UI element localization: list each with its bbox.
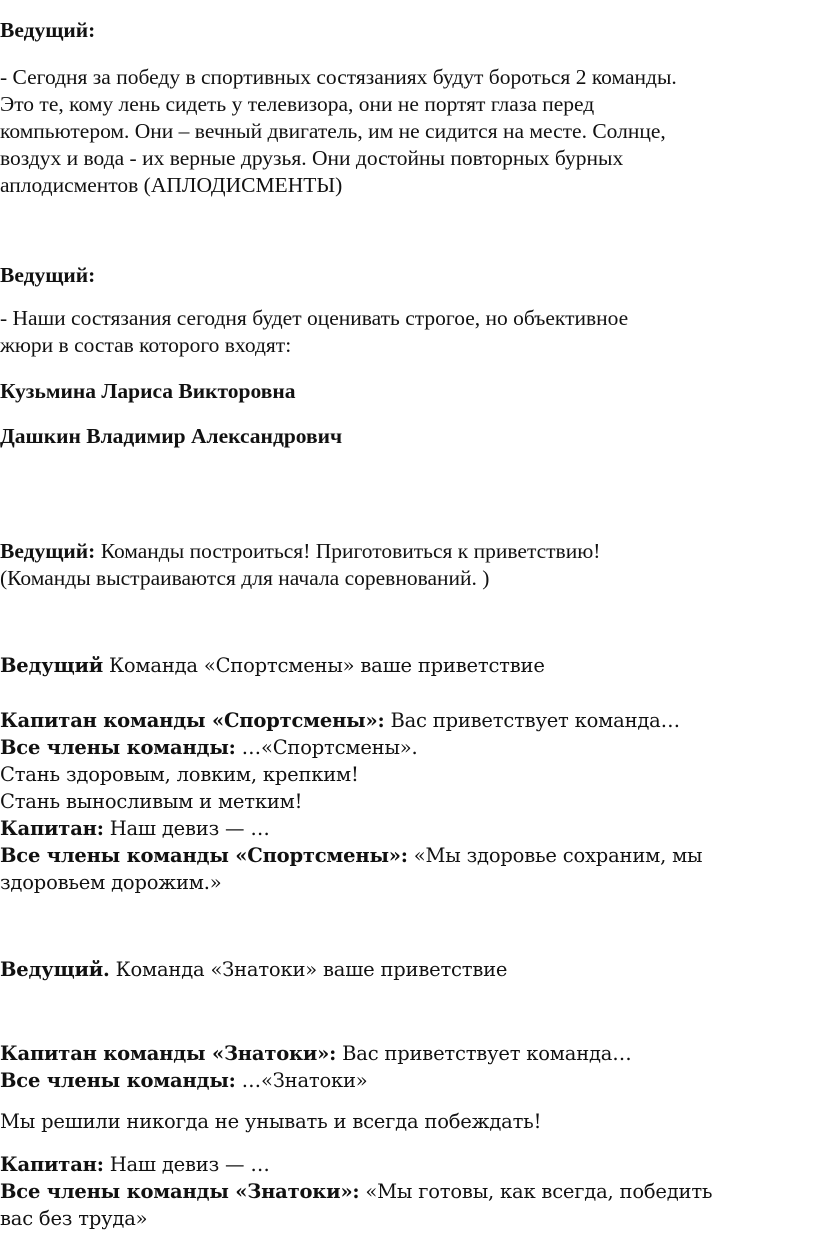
paragraph-line: Мы решили никогда не унывать и всегда побеждать!	[0, 1110, 542, 1133]
host-team1-line: Ведущий Команда «Спортсмены» ваше приветствие	[0, 654, 545, 677]
paragraph-line: Это те, кому лень сидеть у телевизора, они не портят глаза перед	[0, 92, 595, 116]
paragraph-line: вас без труда»	[0, 1207, 148, 1230]
team2-motto	[0, 1151, 712, 1232]
paragraph-line: - Сегодня за победу в спортивных состязаниях будут бороться 2 команды.	[0, 65, 677, 89]
paragraph-line: (Команды выстраиваются для начала соревнований. )	[0, 566, 490, 590]
paragraph-line: Капитан команды «Спортсмены»: Вас приветствует команда…	[0, 709, 680, 732]
paragraph-line: Все члены команды «Спортсмены»: «Мы здоровье сохраним, мы	[0, 844, 703, 867]
paragraph-line: Все члены команды «Знатоки»: «Мы готовы, как всегда, победить	[0, 1180, 713, 1203]
speaker-label: Ведущий	[0, 654, 103, 677]
paragraph-line: аплодисментов (АПЛОДИСМЕНТЫ)	[0, 173, 343, 197]
team1-greeting	[0, 707, 702, 896]
team2-greeting	[0, 1040, 632, 1094]
team2-verse	[0, 1108, 541, 1135]
paragraph-line: Ведущий: Команды построиться! Приготовиться к приветствию!	[0, 539, 601, 563]
paragraph-line: здоровьем дорожим.»	[0, 871, 222, 894]
paragraph-line: - Наши состязания сегодня будет оценивать строгое, но объективное	[0, 306, 629, 330]
jury-member-1: Кузьмина Лариса Викторовна	[0, 379, 296, 403]
speaker-label: Ведущий:	[0, 539, 96, 563]
host-command-paragraph	[0, 538, 600, 592]
paragraph-line: Стань здоровым, ловким, крепким!	[0, 763, 359, 786]
paragraph-line: жюри в состав которого входят:	[0, 333, 292, 357]
paragraph-line: Капитан: Наш девиз — …	[0, 1153, 270, 1176]
paragraph-line: Капитан: Наш девиз — …	[0, 817, 270, 840]
speaker-label: Ведущий:	[0, 263, 96, 287]
jury-member-2: Дашкин Владимир Александрович	[0, 424, 343, 448]
paragraph-line: Все члены команды: …«Знатоки»	[0, 1069, 368, 1092]
speaker-label: Ведущий:	[0, 18, 96, 42]
paragraph-line: воздух и вода - их верные друзья. Они достойны повторных бурных	[0, 146, 624, 170]
host-intro-paragraph	[0, 64, 677, 199]
jury-intro-paragraph	[0, 305, 628, 359]
paragraph-line: компьютером. Они – вечный двигатель, им не сидится на месте. Солнце,	[0, 119, 666, 143]
host-team2-line: Ведущий. Команда «Знатоки» ваше приветствие	[0, 958, 508, 981]
paragraph-line: Стань выносливым и метким!	[0, 790, 303, 813]
paragraph-line: Все члены команды: …«Спортсмены».	[0, 736, 418, 759]
speaker-label: Ведущий.	[0, 958, 110, 981]
paragraph-line: Капитан команды «Знатоки»: Вас приветствует команда…	[0, 1042, 632, 1065]
